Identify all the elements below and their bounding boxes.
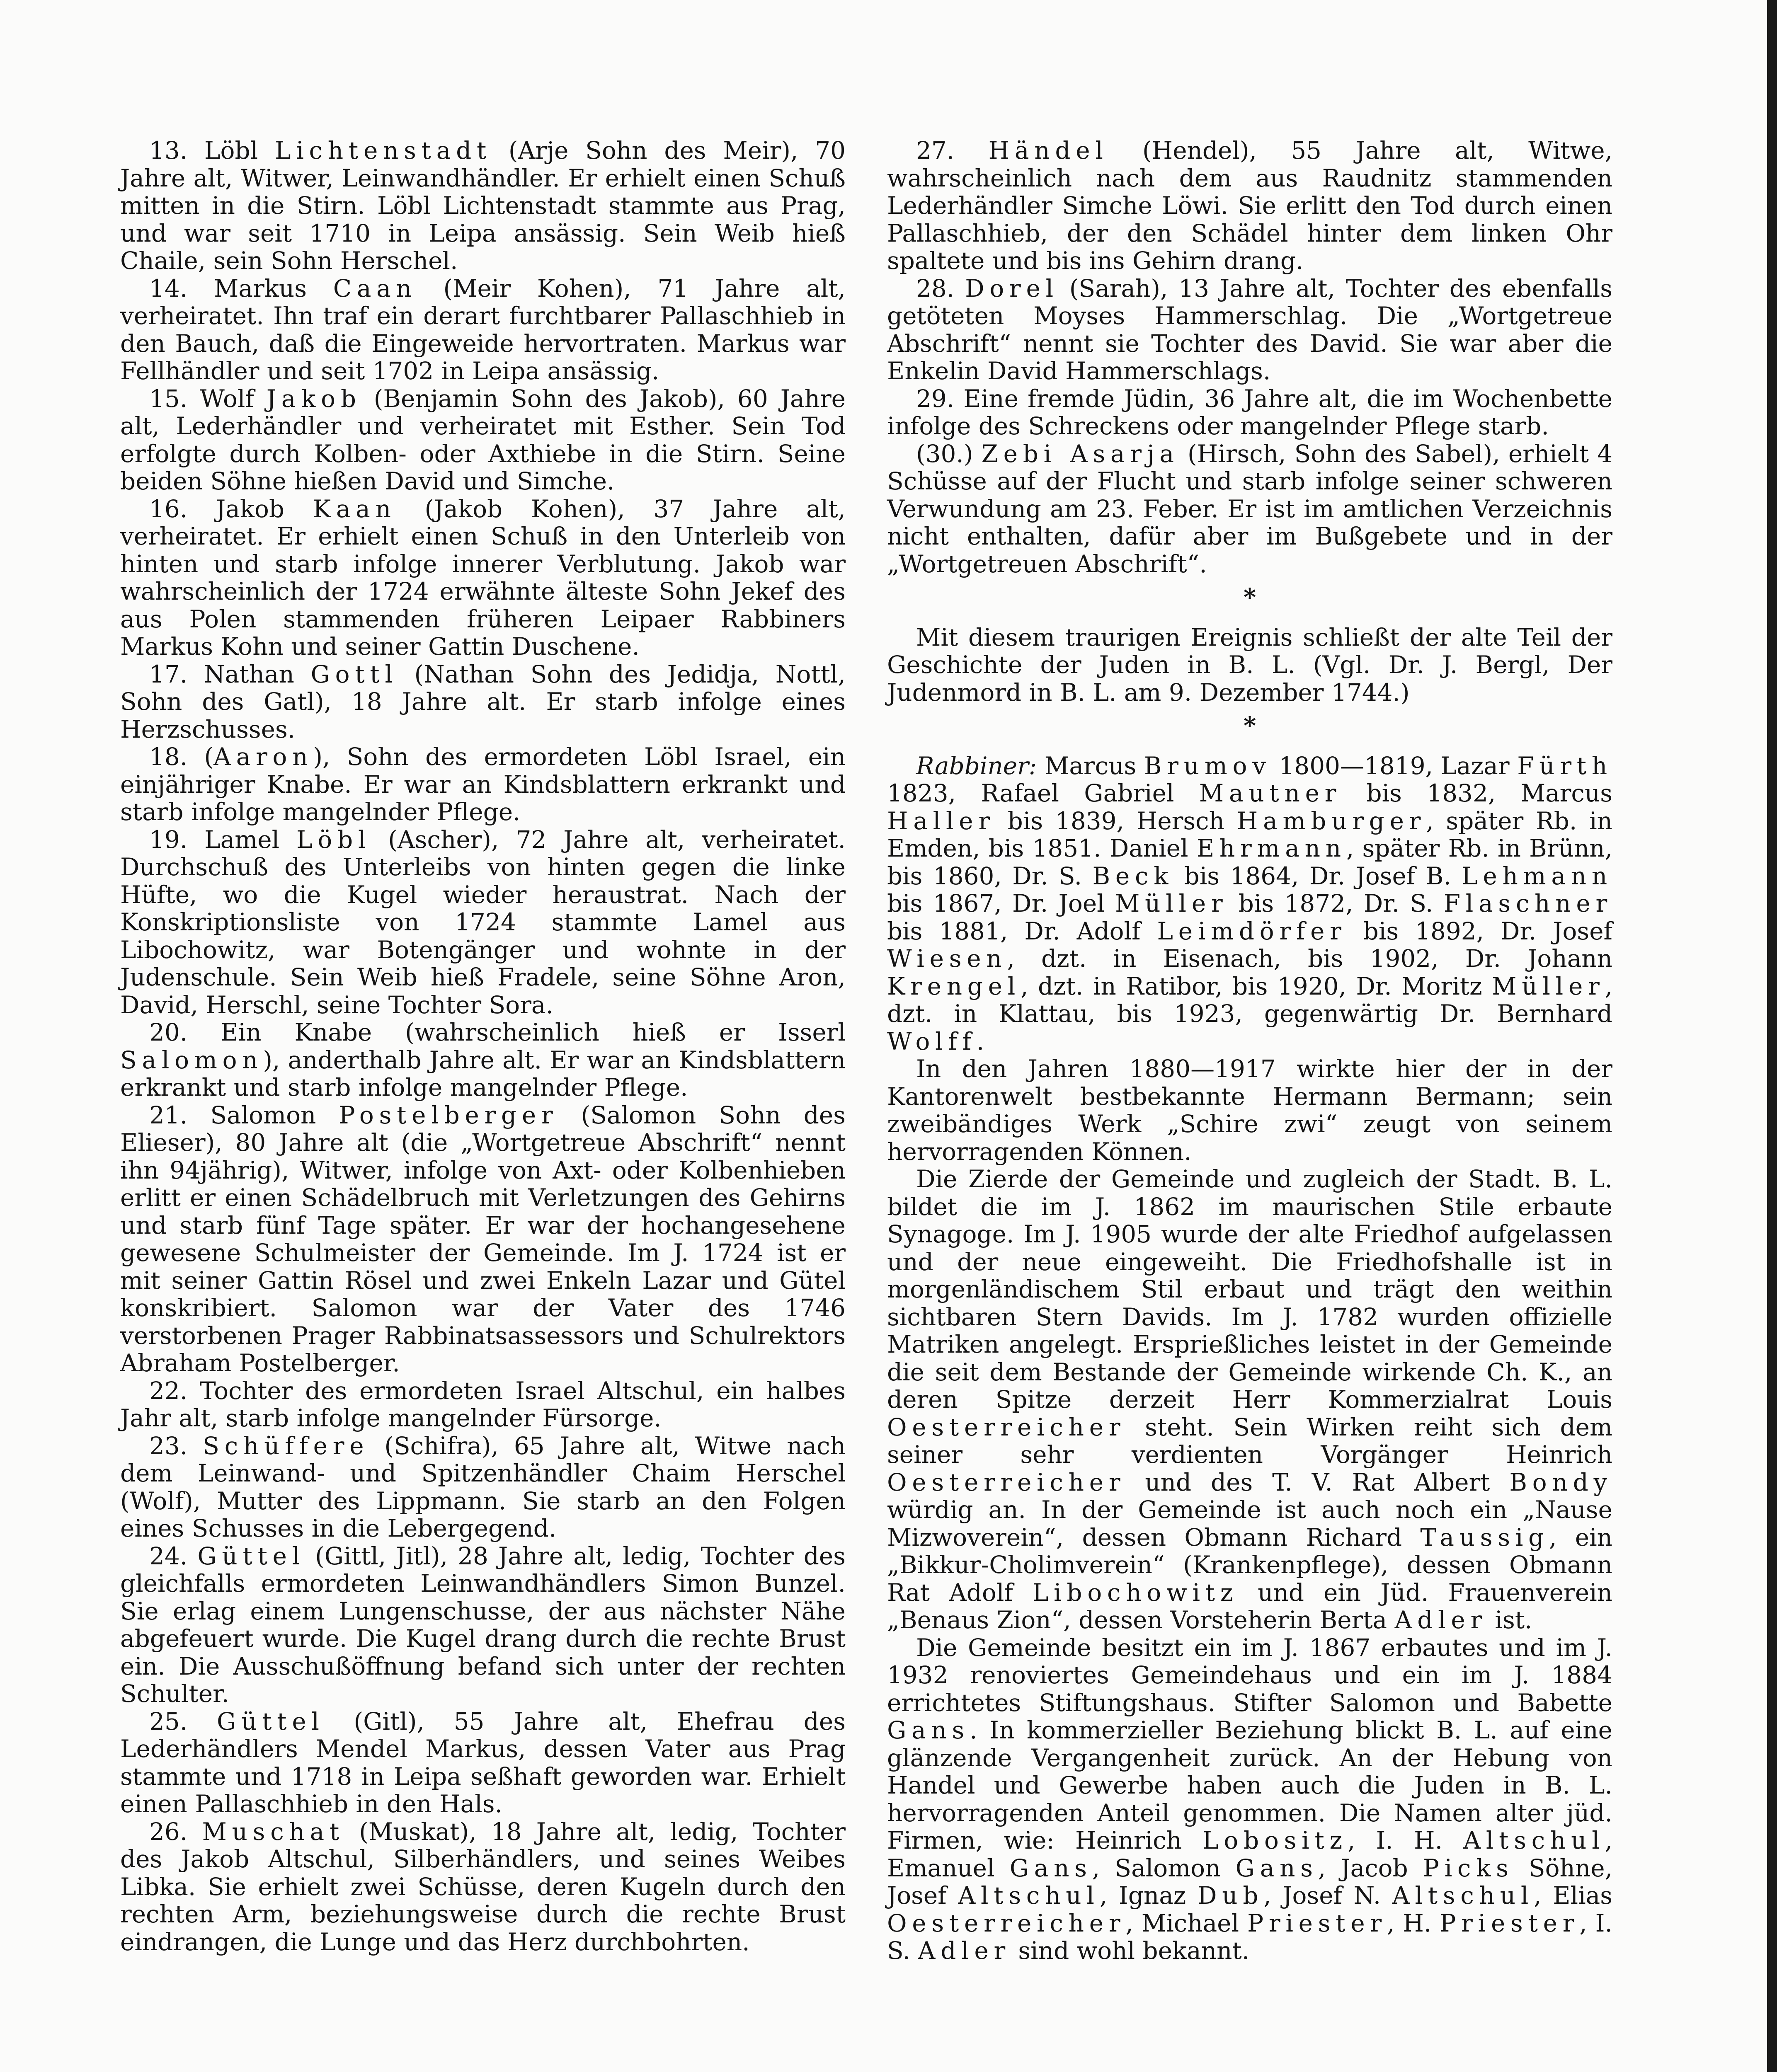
spaced-name: Priester [1247, 1909, 1387, 1937]
paragraph: 21. Salomon Postelberger (Salomon Sohn des Elieser), 80 Jahre alt (die „Wortgetreue Abschrift“ nennt ihn 94jährig), Witwer, infolge von Axt- oder Kolbenhieben erlitt er einen Schädelbruch mit Verletzungen des Gehirns und starb fünf Tage später. Er war der hochangesehene gewesene Schulmeister der Gemeinde. Im J. 1724 ist er mit seiner Gattin Rösel und zwei Enkeln Lazar und Gütel konskribiert. Salomon war der Vater des 1746 verstorbenen Prager Rabbinatsassessors und Schulrektors Abraham Postelberger. [120, 1101, 846, 1377]
spaced-name: Oesterreicher [887, 1413, 1126, 1441]
paragraph: Die Zierde der Gemeinde und zugleich der Stadt. B. L. bildet die im J. 1862 im maurischen Stile erbaute Synagoge. Im J. 1905 wurde der alte Friedhof aufgelassen und der neue eingeweiht. Die Friedhofshalle ist in morgenländischem Stil erbaut und trägt den weithin sichtbaren Stern Davids. Im J. 1782 wurden offizielle Matriken angelegt. Ersprießliches leistet in der Gemeinde die seit dem Bestande der Gemeinde wirkende Ch. K., an deren Spitze derzeit Herr Kommerzialrat Louis Oesterreicher steht. Sein Wirken reiht sich dem seiner sehr verdienten Vorgänger Heinrich Oesterreicher und des T. V. Rat Albert Bondy würdig an. In der Gemeinde ist auch noch ein „Nause Mizwoverein“, dessen Obmann Richard Taussig, ein „Bikkur-Cholimverein“ (Krankenpflege), dessen Obmann Rat Adolf Libochowitz und ein Jüd. Frauenverein „Benaus Zion“, dessen Vorsteherin Berta Adler ist. [887, 1165, 1612, 1634]
spaced-name: Müller [1492, 972, 1605, 1000]
paragraph: 15. Wolf Jakob (Benjamin Sohn des Jakob), 60 Jahre alt, Lederhändler und verheiratet mit Esther. Sein Tod erfolgte durch Kolben- oder Axthiebe in die Stirn. Seine beiden Söhne hießen David und Simche. [120, 384, 846, 495]
paragraph: 24. Güttel (Gittl, Jitl), 28 Jahre alt, ledig, Tochter des gleichfalls ermordeten Leinwandhändlers Simon Bunzel. Sie erlag einem Lungenschusse, der aus nächster Nähe abgefeuert wurde. Die Kugel drang durch die rechte Brust ein. Die Ausschußöffnung befand sich unter der rechten Schulter. [120, 1542, 846, 1708]
italic-label: Rabbiner: [916, 751, 1037, 780]
spaced-name: Krengel [887, 972, 1021, 1000]
spaced-name: Priester [1440, 1909, 1580, 1937]
paragraph: 18. (Aaron), Sohn des ermordeten Löbl Israel, ein einjähriger Knabe. Er war an Kindsblattern erkrankt und starb infolge mangelnder Pflege. [120, 743, 846, 826]
spaced-name: Güttel [197, 1542, 305, 1570]
spaced-name: Löbl [296, 825, 371, 854]
scan-edge [1767, 0, 1777, 2072]
spaced-name: Bondy [1509, 1468, 1612, 1496]
left-column [120, 137, 846, 1956]
spaced-name: Libochowitz [1032, 1578, 1239, 1607]
section-separator: * [1243, 712, 1256, 740]
spaced-name: Gans [1009, 1854, 1092, 1882]
spaced-name: Oesterreicher [887, 1468, 1126, 1496]
spaced-name: Dub [1197, 1881, 1264, 1910]
spaced-name: Zebi Asarja [981, 439, 1179, 468]
paragraph: 23. Schüffere (Schifra), 65 Jahre alt, Witwe nach dem Leinwand- und Spitzenhändler Chaim Herschel (Wolf), Mutter des Lippmann. Sie starb an den Folgen eines Schusses in die Lebergegend. [120, 1431, 846, 1542]
spaced-name: Altschul [1392, 1881, 1534, 1910]
paragraph: 29. Eine fremde Jüdin, 36 Jahre alt, die im Wochenbette infolge des Schreckens oder mangelnder Pflege starb. [887, 384, 1612, 440]
spaced-name: Salomon [120, 1046, 263, 1074]
spaced-name: Brumov [1144, 751, 1271, 780]
spaced-name: Wolff [887, 1027, 977, 1055]
paragraph: 20. Ein Knabe (wahrscheinlich hieß er Isserl Salomon), anderthalb Jahre alt. Er war an Kindsblattern erkrankt und starb infolge mangelnder Pflege. [120, 1018, 846, 1101]
paragraph: Rabbiner: Marcus Brumov 1800—1819, Lazar Fürth 1823, Rafael Gabriel Mautner bis 1832, Marcus Haller bis 1839, Hersch Hamburger, später Rb. in Emden, bis 1851. Daniel Ehrmann, später Rb. in Brünn, bis 1860, Dr. S. Beck bis 1864, Dr. Josef B. Lehmann bis 1867, Dr. Joel Müller bis 1872, Dr. S. Flaschner bis 1881, Dr. Adolf Leimdörfer bis 1892, Dr. Josef Wiesen, dzt. in Eisenach, bis 1902, Dr. Johann Krengel, dzt. in Ratibor, bis 1920, Dr. Moritz Müller, dzt. in Klattau, bis 1923, gegenwärtig Dr. Bernhard Wolff. [887, 751, 1613, 1055]
spaced-name: Altschul [1463, 1826, 1605, 1854]
spaced-name: Fürth [1517, 751, 1612, 780]
spaced-name: Mautner [1199, 779, 1342, 807]
spaced-name: Taussig [1420, 1523, 1549, 1552]
paragraph: 14. Markus Caan (Meir Kohen), 71 Jahre alt, verheiratet. Ihn traf ein derart furchtbarer Pallaschhieb in den Bauch, daß die Eingeweide hervortraten. Markus war Fellhändler und seit 1702 in Leipa ansässig. [120, 274, 846, 385]
spaced-name: Händel [988, 136, 1108, 165]
section-separator: * [1243, 583, 1256, 611]
spaced-name: Ehrmann [1196, 834, 1346, 862]
paragraph: In den Jahren 1880—1917 wirkte hier der in der Kantorenwelt bestbekannte Hermann Bermann; sein zweibändiges Werk „Schire zwi“ zeugt von seinem hervorragenden Können. [887, 1055, 1612, 1166]
right-column [887, 137, 1612, 1965]
spaced-name: Caan [333, 274, 417, 303]
spaced-name: Gottl [310, 660, 398, 688]
spaced-name: Beck [1092, 862, 1174, 890]
paragraph: 19. Lamel Löbl (Ascher), 72 Jahre alt, verheiratet. Durchschuß des Unterleibs von hinten gegen die linke Hüfte, wo die Kugel wieder heraustrat. Nach der Konskriptionsliste von 1724 stammte Lamel aus Libochowitz, war Botengänger und wohnte in der Judenschule. Sein Weib hieß Fradele, seine Söhne Aron, David, Herschl, seine Tochter Sora. [120, 825, 846, 1019]
paragraph: 16. Jakob Kaan (Jakob Kohen), 37 Jahre alt, verheiratet. Er erhielt einen Schuß in den Unterleib von hinten und starb infolge innerer Verblutung. Jakob war wahrscheinlich der 1724 erwähnte älteste Sohn Jekef des aus Polen stammenden früheren Leipaer Rabbiners Markus Kohn und seiner Gattin Duschene. [120, 494, 846, 661]
paragraph: 27. Händel (Hendel), 55 Jahre alt, Witwe, wahrscheinlich nach dem aus Raudnitz stammenden Lederhändler Simche Löwi. Sie erlitt den Tod durch einen Pallaschhieb, der den Schädel hinter dem linken Ohr spaltete und bis ins Gehirn drang. [887, 136, 1613, 275]
spaced-name: Postelberger [339, 1101, 558, 1129]
paragraph: Die Gemeinde besitzt ein im J. 1867 erbautes und im J. 1932 renoviertes Gemeindehaus und ein im J. 1884 errichtetes Stiftungshaus. Stifter Salomon und Babette Gans. In kommerzieller Beziehung blickt B. L. auf eine glänzende Vergangenheit zurück. An der Hebung von Handel und Gewerbe haben auch die Juden in B. L. hervorragenden Anteil genommen. Die Namen alter jüd. Firmen, wie: Heinrich Lobositz, I. H. Altschul, Emanuel Gans, Salomon Gans, Jacob Picks Söhne, Josef Altschul, Ignaz Dub, Josef N. Altschul, Elias Oesterreicher, Michael Priester, H. Priester, I. S. Adler sind wohl bekannt. [887, 1633, 1613, 1965]
spaced-name: Haller [887, 806, 995, 835]
spaced-name: Lobositz [1202, 1826, 1348, 1854]
paragraph: 28. Dorel (Sarah), 13 Jahre alt, Tochter des ebenfalls getöteten Moyses Hammerschlag. Die „Wortgetreue Abschrift“ nennt sie Tochter des David. Sie war aber die Enkelin David Hammerschlags. [887, 274, 1612, 385]
spaced-name: Schüffere [203, 1431, 369, 1460]
spaced-name: Kaan [313, 494, 396, 523]
spaced-name: Hamburger [1236, 806, 1426, 835]
paragraph: 25. Güttel (Gitl), 55 Jahre alt, Ehefrau des Lederhändlers Mendel Markus, dessen Vater aus Prag stammte und 1718 in Leipa seßhaft geworden war. Erhielt einen Pallaschhieb in den Hals. [120, 1707, 846, 1818]
spaced-name: Leimdörfer [1157, 917, 1347, 945]
spaced-name: Müller [1115, 889, 1228, 917]
spaced-name: Flaschner [1443, 889, 1612, 917]
paragraph: 17. Nathan Gottl (Nathan Sohn des Jedidja, Nottl, Sohn des Gatl), 18 Jahre alt. Er starb infolge eines Herzschusses. [120, 660, 846, 743]
spaced-name: Gans [887, 1716, 970, 1744]
spaced-name: Jakob [266, 384, 361, 413]
spaced-name: Adler [918, 1936, 1011, 1965]
spaced-name: Dorel [965, 274, 1059, 303]
spaced-name: Lichtenstadt [274, 136, 492, 165]
spaced-name: Wiesen [887, 944, 1007, 973]
paragraph: Mit diesem traurigen Ereignis schließt der alte Teil der Geschichte der Juden in B. L. (Vgl. Dr. J. Bergl, Der Judenmord in B. L. am 9. Dezember 1744.) [887, 623, 1612, 707]
spaced-name: Güttel [217, 1707, 325, 1736]
spaced-name: Gans [1235, 1854, 1318, 1882]
paragraph: (30.) Zebi Asarja (Hirsch, Sohn des Sabel), erhielt 4 Schüsse auf der Flucht und starb infolge seiner schweren Verwundung am 23. Feber. Er ist im amtlichen Verzeichnis nicht enthalten, dafür aber im Bußgebete und in der „Wortgetreuen Abschrift“. [887, 439, 1612, 578]
spaced-name: Aaron [213, 743, 313, 771]
spaced-name: Muschat [202, 1817, 345, 1846]
spaced-name: Oesterreicher [887, 1909, 1126, 1937]
spaced-name: Adler [1394, 1606, 1487, 1634]
paragraph: 26. Muschat (Muskat), 18 Jahre alt, ledig, Tochter des Jakob Altschul, Silberhändlers, und seines Weibes Libka. Sie erhielt zwei Schüsse, deren Kugeln durch den rechten Arm, beziehungsweise durch die rechte Brust eindrangen, die Lunge und das Herz durchbohrten. [120, 1817, 846, 1956]
spaced-name: Altschul [958, 1881, 1100, 1910]
spaced-name: Picks [1423, 1854, 1514, 1882]
paragraph: 22. Tochter des ermordeten Israel Altschul, ein halbes Jahr alt, starb infolge mangelnder Fürsorge. [120, 1376, 846, 1432]
paragraph: 13. Löbl Lichtenstadt (Arje Sohn des Meir), 70 Jahre alt, Witwer, Leinwandhändler. Er erhielt einen Schuß mitten in die Stirn. Löbl Lichtenstadt stammte aus Prag, und war seit 1710 in Leipa ansässig. Sein Weib hieß Chaile, sein Sohn Herschel. [120, 136, 846, 275]
spaced-name: Lehmann [1462, 862, 1612, 890]
